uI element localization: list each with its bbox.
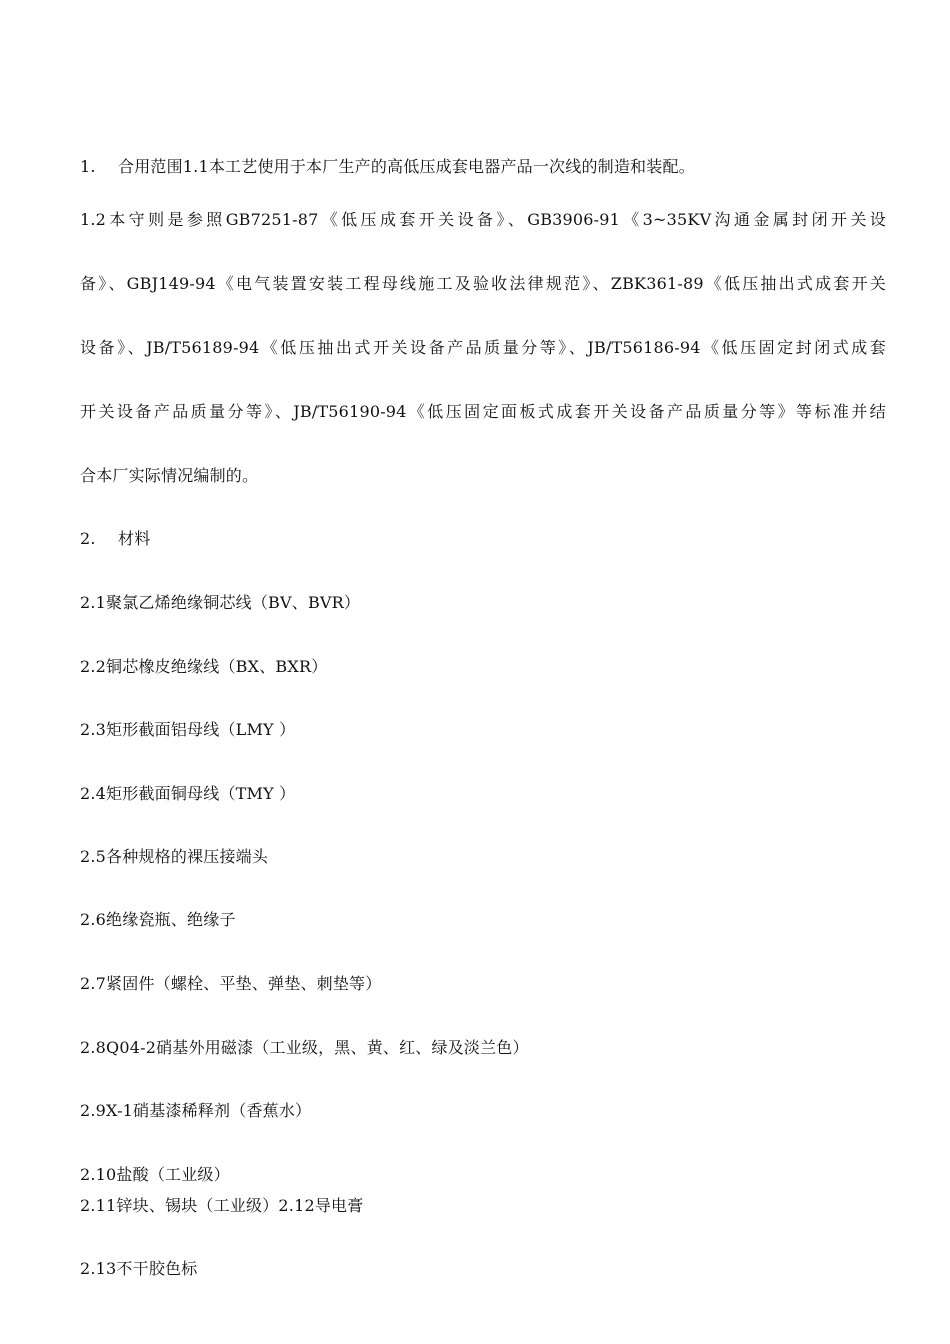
section-1-heading bbox=[80, 155, 886, 179]
material-item-2-13: 2.13不干胶色标 bbox=[80, 1259, 198, 1278]
paragraph-1-2-line-5: 合本厂实际情况编制的。 bbox=[80, 466, 259, 485]
paragraph-1-2-line-1: 1.2本守则是参照GB7251-87《低压成套开关设备》、GB3906-91《3~35KV沟通金属封闭开关设 bbox=[80, 210, 886, 229]
material-item-2-1: 2.1聚氯乙烯绝缘铜芯线（BV、BVR） bbox=[80, 593, 361, 612]
material-item-2-3: 2.3矩形截面铝母线（LMY ） bbox=[80, 720, 296, 739]
material-item-2-5: 2.5各种规格的裸压接端头 bbox=[80, 847, 269, 866]
paragraph-1-2-line-2: 备》、GBJ149-94《电气装置安装工程母线施工及验收法律规范》、ZBK361-89《低压抽出式成套开关 bbox=[80, 274, 886, 293]
material-item-2-7: 2.7紧固件（螺栓、平垫、弹垫、刺垫等） bbox=[80, 974, 382, 993]
material-item-2-4: 2.4矩形截面铜母线（TMY ） bbox=[80, 784, 296, 803]
material-item-2-11-2-12: 2.11锌块、锡块（工业级）2.12导电膏 bbox=[80, 1196, 364, 1215]
paragraph-1-2-line-4: 开关设备产品质量分等》、JB/T56190-94《低压固定面板式成套开关设备产品质量分等》等标准并结 bbox=[80, 402, 886, 421]
material-item-2-6: 2.6绝缘瓷瓶、绝缘子 bbox=[80, 910, 236, 929]
material-item-2-8: 2.8Q04-2硝基外用磁漆（工业级，黑、黄、红、绿及淡兰色） bbox=[80, 1038, 529, 1057]
material-item-2-9: 2.9X-1硝基漆稀释剂（香蕉水） bbox=[80, 1101, 312, 1120]
material-item-2-2: 2.2铜芯橡皮绝缘线（BX、BXR） bbox=[80, 657, 328, 676]
section-1-number: 1. bbox=[80, 157, 96, 176]
section-1-text: 合用范围1.1本工艺使用于本厂生产的高低压成套电器产品一次线的制造和装配。 bbox=[118, 157, 695, 176]
section-2-heading bbox=[80, 527, 886, 551]
section-2-title: 材料 bbox=[118, 529, 151, 548]
material-item-2-10: 2.10盐酸（工业级） bbox=[80, 1165, 230, 1184]
paragraph-1-2-line-3: 设备》、JB/T56189-94《低压抽出式开关设备产品质量分等》、JB/T56186-94《低压固定封闭式成套 bbox=[80, 338, 886, 357]
section-2-number: 2. bbox=[80, 529, 96, 548]
